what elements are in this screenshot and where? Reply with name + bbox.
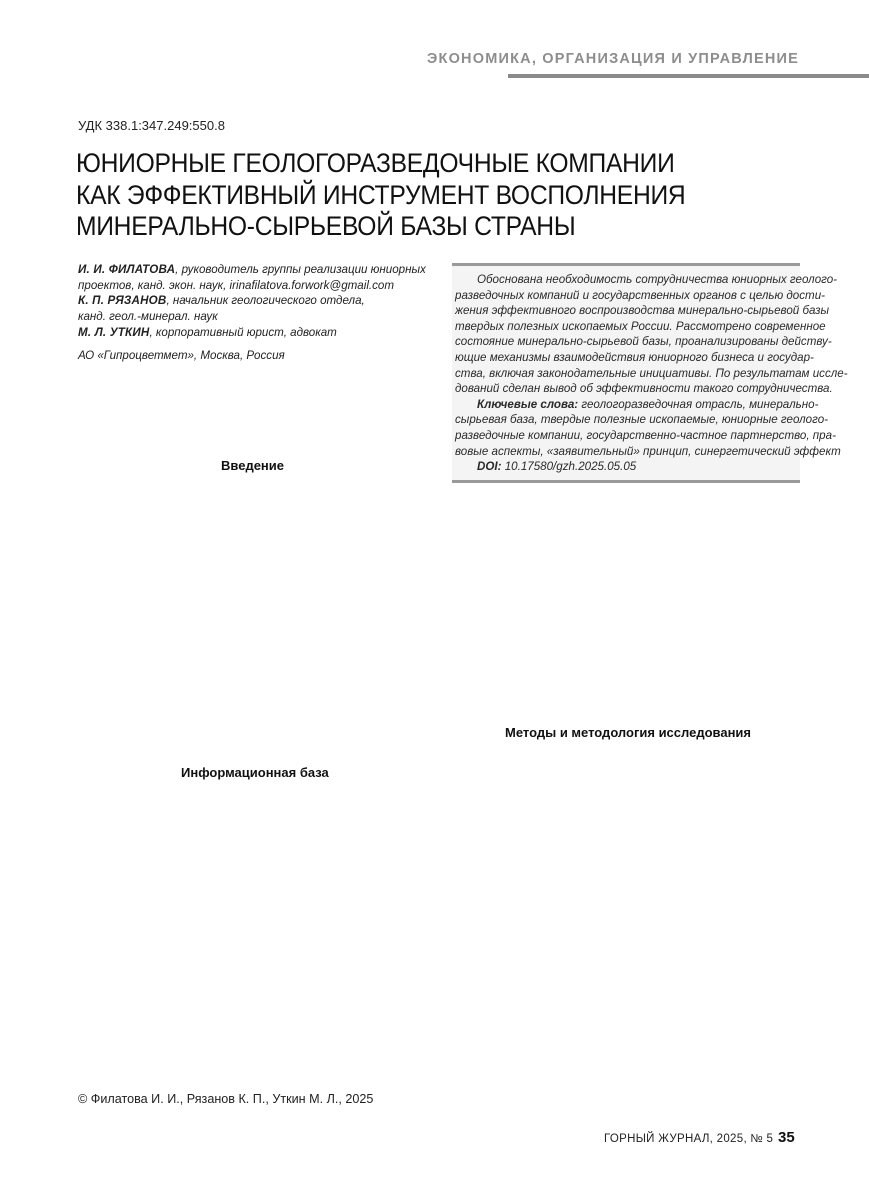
author-desc: , руководитель группы реализации юниорных	[175, 263, 426, 276]
doi-line	[455, 459, 796, 475]
title-line: МИНЕРАЛЬНО-СЫРЬЕВОЙ БАЗЫ СТРАНЫ	[76, 211, 576, 241]
abstract-line: дований сделан вывод об эффективности такого сотрудничества.	[455, 382, 833, 396]
doi-label: DOI:	[477, 460, 502, 474]
keywords-label: Ключевые слова:	[477, 397, 579, 411]
author-desc-cont: канд. геол.-минерал. наук	[78, 310, 218, 324]
author-desc: , корпоративный юрист, адвокат	[149, 325, 337, 339]
author-entry	[78, 293, 418, 309]
abstract-line: Обоснована необходимость сотрудничества юниорных геолого-	[477, 273, 838, 286]
section-heading-methods: Методы и методология исследования	[505, 725, 752, 740]
author-desc: , начальник геологического отдела,	[166, 294, 365, 308]
organization: АО «Гипроцветмет», Москва, Россия	[78, 349, 285, 362]
section-heading-intro: Введение	[221, 458, 284, 473]
abstract-line: твердых полезных ископаемых России. Рассмотрено современное	[455, 319, 826, 333]
abstract-box	[452, 263, 848, 483]
keywords-text: геологоразведочная отрасль, минерально-	[578, 397, 819, 411]
author-name: К. П. РЯЗАНОВ	[78, 294, 167, 308]
page-number: 35	[778, 1129, 795, 1146]
author-desc-cont: проектов, канд. экон. наук, irinafilatova.forwork@gmail.com	[78, 278, 395, 292]
article-title	[76, 148, 746, 243]
keywords-line: сырьевая база, твердые полезные ископаемые, юниорные геолого-	[455, 413, 829, 427]
abstract-line: ства, включая законодательные инициативы. По результатам иссле-	[455, 366, 848, 380]
journal-name: ГОРНЫЙ ЖУРНАЛ, 2025, № 5	[604, 1133, 774, 1145]
keywords-line: вовые аспекты, «заявительный» принцип, синергетический эффект	[455, 444, 841, 458]
keywords-line	[455, 397, 819, 413]
keywords-line: разведочные компании, государственно-частное партнерство, пра-	[455, 428, 836, 442]
section-header: ЭКОНОМИКА, ОРГАНИЗАЦИЯ И УПРАВЛЕНИЕ	[427, 51, 799, 67]
copyright: © Филатова И. И., Рязанов К. П., Уткин М. Л., 2025	[78, 1092, 374, 1106]
author-name: И. И. ФИЛАТОВА	[78, 263, 176, 276]
udc-code: УДК 338.1:347.249:550.8	[78, 118, 225, 133]
doi-value: 10.17580/gzh.2025.05.05	[501, 460, 637, 474]
abstract-line: состояние минерально-сырьевой базы, проанализированы действу-	[455, 335, 832, 349]
title-line: КАК ЭФФЕКТИВНЫЙ ИНСТРУМЕНТ ВОСПОЛНЕНИЯ	[76, 179, 686, 210]
abstract-line: жения эффективного воспроизводства минерально-сырьевой базы	[455, 304, 830, 318]
section-heading-infobase: Информационная база	[181, 765, 329, 780]
abstract-line: разведочных компаний и государственных органов с целью дости-	[455, 288, 826, 302]
author-entry	[78, 325, 418, 341]
title-line: ЮНИОРНЫЕ ГЕОЛОГОРАЗВЕДОЧНЫЕ КОМПАНИИ	[76, 148, 675, 178]
author-name: М. Л. УТКИН	[78, 325, 150, 339]
abstract-line: ющие механизмы взаимодействия юниорного бизнеса и государ-	[455, 350, 814, 364]
author-entry	[78, 262, 426, 278]
author-list	[78, 262, 426, 341]
header-rule	[508, 74, 869, 78]
